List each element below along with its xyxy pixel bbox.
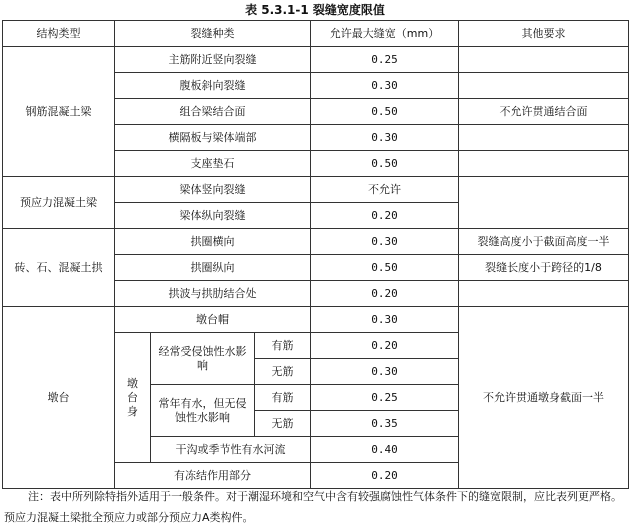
crack-cell: 墩台帽 [115,307,311,333]
crack-cell: 梁体纵向裂缝 [115,203,311,229]
limit-cell: 0.20 [311,281,459,307]
limit-cell: 0.50 [311,151,459,177]
limit-cell: 0.30 [311,307,459,333]
limit-cell: 0.50 [311,99,459,125]
crack-width-table [2,20,629,489]
crack-cell: 横隔板与梁体端部 [115,125,311,151]
crack-cell: 常年有水，但无侵蚀性水影响 [151,385,255,437]
table-note [0,486,626,528]
crack-cell: 干沟或季节性有水河流 [151,437,311,463]
limit-cell: 0.25 [311,385,459,411]
table-caption: 表 5.3.1-1 裂缝宽度限值 [245,3,385,17]
crack-cell: 拱圈纵向 [115,255,311,281]
header-other-requirements: 其他要求 [459,21,629,47]
other-cell [459,47,629,73]
structure-rc-beam: 钢筋混凝土梁 [3,47,115,177]
crack-cell: 拱圈横向 [115,229,311,255]
limit-cell: 0.35 [311,411,459,437]
pier-body-label-text: 墩台身 [127,376,138,418]
limit-cell: 0.20 [311,203,459,229]
structure-pier: 墩台 [3,307,115,489]
limit-cell: 不允许 [311,177,459,203]
other-cell [459,125,629,151]
limit-cell: 0.30 [311,229,459,255]
limit-cell: 0.30 [311,359,459,385]
limit-cell: 0.30 [311,73,459,99]
other-cell [459,151,629,177]
table-row [3,229,629,255]
crack-cell: 梁体竖向裂缝 [115,177,311,203]
header-row [3,21,629,47]
structure-arch: 砖、石、混凝土拱 [3,229,115,307]
crack-cell: 有筋 [255,385,311,411]
other-cell [459,73,629,99]
limit-cell: 0.20 [311,333,459,359]
crack-cell: 组合梁结合面 [115,99,311,125]
other-cell: 裂缝长度小于跨径的1/8 [459,255,629,281]
table-note-text: 注：表中所列除特指外适用于一般条件。对于潮湿环境和空气中含有较强腐蚀性气体条件下的缝宽限制，应比表列更严格。预应力混凝土梁批全预应力或部分预应力A类构件。 [4,490,622,524]
limit-cell: 0.25 [311,47,459,73]
other-cell [459,177,629,229]
other-cell: 不允许贯通结合面 [459,99,629,125]
crack-cell: 有筋 [255,333,311,359]
crack-cell: 支座垫石 [115,151,311,177]
limit-cell: 0.20 [311,463,459,489]
other-cell [459,281,629,307]
crack-cell: 主筋附近竖向裂缝 [115,47,311,73]
crack-cell: 有冻结作用部分 [115,463,311,489]
other-cell: 不允许贯通墩身截面一半 [459,307,629,489]
table-row [3,307,629,333]
crack-cell: 无筋 [255,359,311,385]
header-structure-type: 结构类型 [3,21,115,47]
header-max-width: 允许最大缝宽（mm） [311,21,459,47]
header-crack-type: 裂缝种类 [115,21,311,47]
crack-cell: 经常受侵蚀性水影响 [151,333,255,385]
table-row [3,47,629,73]
limit-cell: 0.50 [311,255,459,281]
crack-cell: 无筋 [255,411,311,437]
pier-body-label [115,333,151,463]
table-row [3,177,629,203]
crack-cell: 拱波与拱肋结合处 [115,281,311,307]
limit-cell: 0.30 [311,125,459,151]
structure-pc-beam: 预应力混凝土梁 [3,177,115,229]
limit-cell: 0.40 [311,437,459,463]
crack-cell: 腹板斜向裂缝 [115,73,311,99]
other-cell: 裂缝高度小于截面高度一半 [459,229,629,255]
